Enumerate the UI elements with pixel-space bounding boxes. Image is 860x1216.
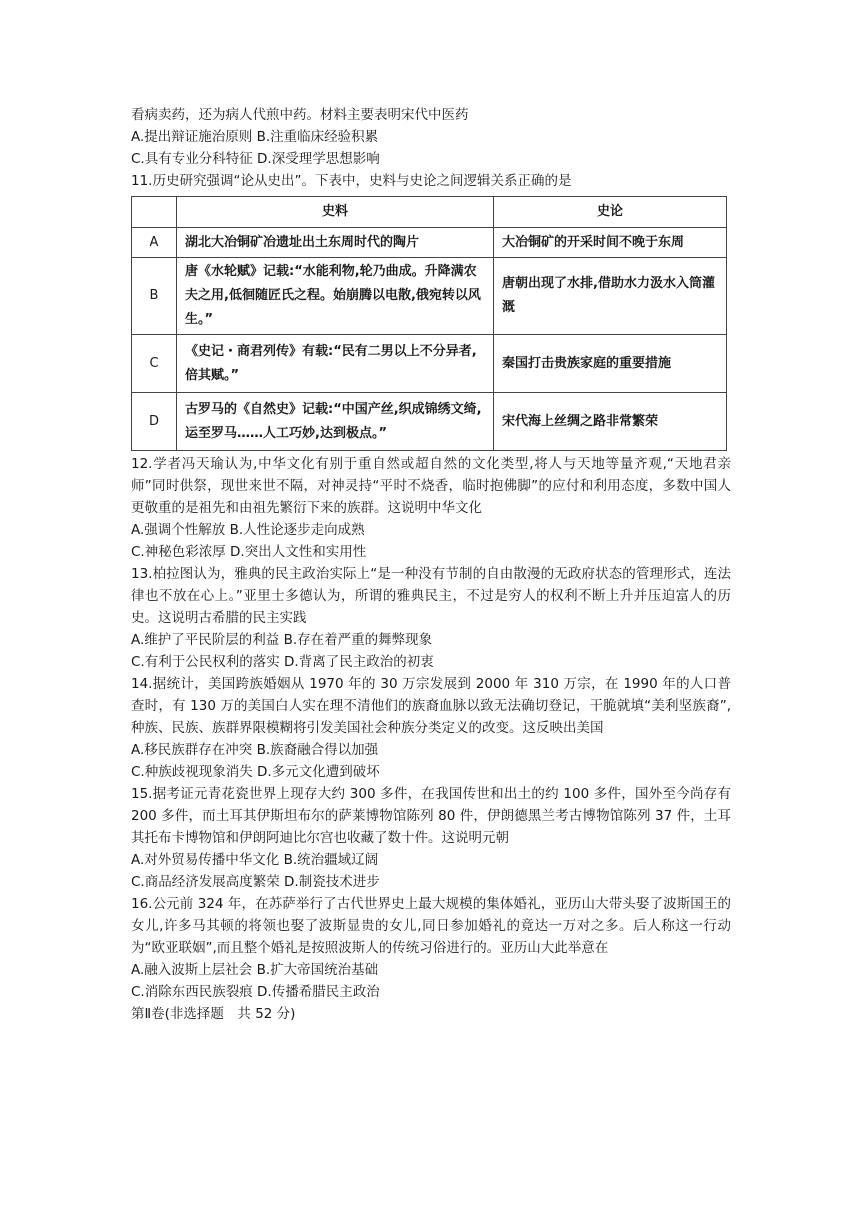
- q15-options-cd: C.商品经济发展高度繁荣 D.制瓷技术进步: [131, 874, 380, 890]
- row-source: 唐《水轮赋》记载:“水能利物,轮乃曲成。升降满农夫之用,低徊随匠氏之程。始崩腾以电散,俄宛转以风生。”: [177, 258, 494, 335]
- q15-stem: 15.据考证元青花瓷世界上现存大约 300 多件，在我国传世和出土的约 100 多件，国外至今尚存有 200 多件，而土耳其伊斯坦布尔的萨莱博物馆陈列 80 件，伊朗德黑兰考古博物馆陈列 37 件，土耳其托布卡博物馆和伊朗阿迪比尔宫也收藏了数十件。这说明元朝: [131, 786, 731, 846]
- q16-stem: 16.公元前 324 年，在苏萨举行了古代世界史上最大规模的集体婚礼，亚历山大带头娶了波斯国王的女儿,许多马其顿的将领也娶了波斯显贵的女儿,同日参加婚礼的竟达一万对之多。后人称这一行动为“欧亚联姻”,而且整个婚礼是按照波斯人的传统习俗进行的。亚历山大此举意在: [131, 896, 731, 956]
- q11-stem: 11.历史研究强调“论从史出”。下表中，史料与史论之间逻辑关系正确的是: [131, 173, 572, 189]
- row-source: 《史记・商君列传》有载:“民有二男以上不分异者,倍其赋。”: [177, 335, 494, 393]
- row-argument: 秦国打击贵族家庭的重要措施: [494, 335, 727, 393]
- q14-stem: 14.据统计，美国跨族婚姻从 1970 年的 30 万宗发展到 2000 年 310 万宗，在 1990 年的人口普查时，有 130 万的美国白人实在理不清他们的族裔血脉以致无法确切登记，干脆就填“美利坚族裔”,种族、民族、族群界限模糊将引发美国社会种族分类定义的改变。这反映出美国: [131, 676, 731, 736]
- row-argument: 大冶铜矿的开采时间不晚于东周: [494, 228, 727, 258]
- q13-stem: 13.柏拉图认为，雅典的民主政治实际上“是一种没有节制的自由散漫的无政府状态的管理形式，连法律也不放在心上。”亚里士多德认为，所谓的雅典民主，不过是穷人的权利不断上升并压迫富人的历史。这说明古希腊的民主实践: [131, 566, 731, 626]
- table-row: [132, 335, 727, 393]
- row-argument: 宋代海上丝绸之路非常繁荣: [494, 393, 727, 451]
- header-argument: 史论: [494, 197, 727, 228]
- q12-stem: 12.学者冯天瑜认为,中华文化有别于重自然或超自然的文化类型,将人与天地等量齐观,“天地君亲师”同时供祭，现世来世不隔，对神灵持“平时不烧香，临时抱佛脚”的应付和利用态度，多数中国人更敬重的是祖先和由祖先繁衍下来的族群。这说明中华文化: [131, 456, 731, 516]
- row-source: 古罗马的《自然史》记载:“中国产丝,织成锦绣文绮,运至罗马……人工巧妙,达到极点。”: [177, 393, 494, 451]
- table-row: [132, 393, 727, 451]
- row-argument: 唐朝出现了水排,借助水力汲水入筒灌溉: [494, 258, 727, 335]
- q14-options-ab: A.移民族群存在冲突 B.族裔融合得以加强: [131, 742, 379, 758]
- header-source: 史料: [177, 197, 494, 228]
- q14-options-cd: C.种族歧视现象消失 D.多元文化遭到破坏: [131, 764, 380, 780]
- table-header-row: [132, 197, 727, 228]
- row-source: 湖北大冶铜矿冶遗址出土东周时代的陶片: [177, 228, 494, 258]
- section-footer: 第Ⅱ卷(非选择题 共 52 分): [131, 1006, 296, 1022]
- row-key: B: [132, 258, 177, 335]
- q16-options-ab: A.融入波斯上层社会 B.扩大帝国统治基础: [131, 962, 379, 978]
- q13-options-ab: A.维护了平民阶层的利益 B.存在着严重的舞弊现象: [131, 632, 433, 648]
- table-row: [132, 228, 727, 258]
- q13-options-cd: C.有利于公民权利的落实 D.背离了民主政治的初衷: [131, 654, 434, 670]
- row-key: C: [132, 335, 177, 393]
- q15-options-ab: A.对外贸易传播中华文化 B.统治疆域辽阔: [131, 852, 379, 868]
- q11-table-wrap: [131, 196, 731, 451]
- q16-options-cd: C.消除东西民族裂痕 D.传播希腊民主政治: [131, 984, 380, 1000]
- row-key: D: [132, 393, 177, 451]
- q10-stem-tail: 看病卖药，还为病人代煎中药。材料主要表明宋代中医药: [131, 107, 469, 123]
- q10-options-cd: C.具有专业分科特征 D.深受理学思想影响: [131, 151, 380, 167]
- table-row: [132, 258, 727, 335]
- exam-page: [131, 104, 731, 1025]
- row-key: A: [132, 228, 177, 258]
- q12-options-ab: A.强调个性解放 B.人性论逐步走向成熟: [131, 522, 365, 538]
- q12-options-cd: C.神秘色彩浓厚 D.突出人文性和实用性: [131, 544, 367, 560]
- header-key: [132, 197, 177, 228]
- q10-options-ab: A.提出辩证施治原则 B.注重临床经验积累: [131, 129, 379, 145]
- q11-table: [131, 196, 727, 451]
